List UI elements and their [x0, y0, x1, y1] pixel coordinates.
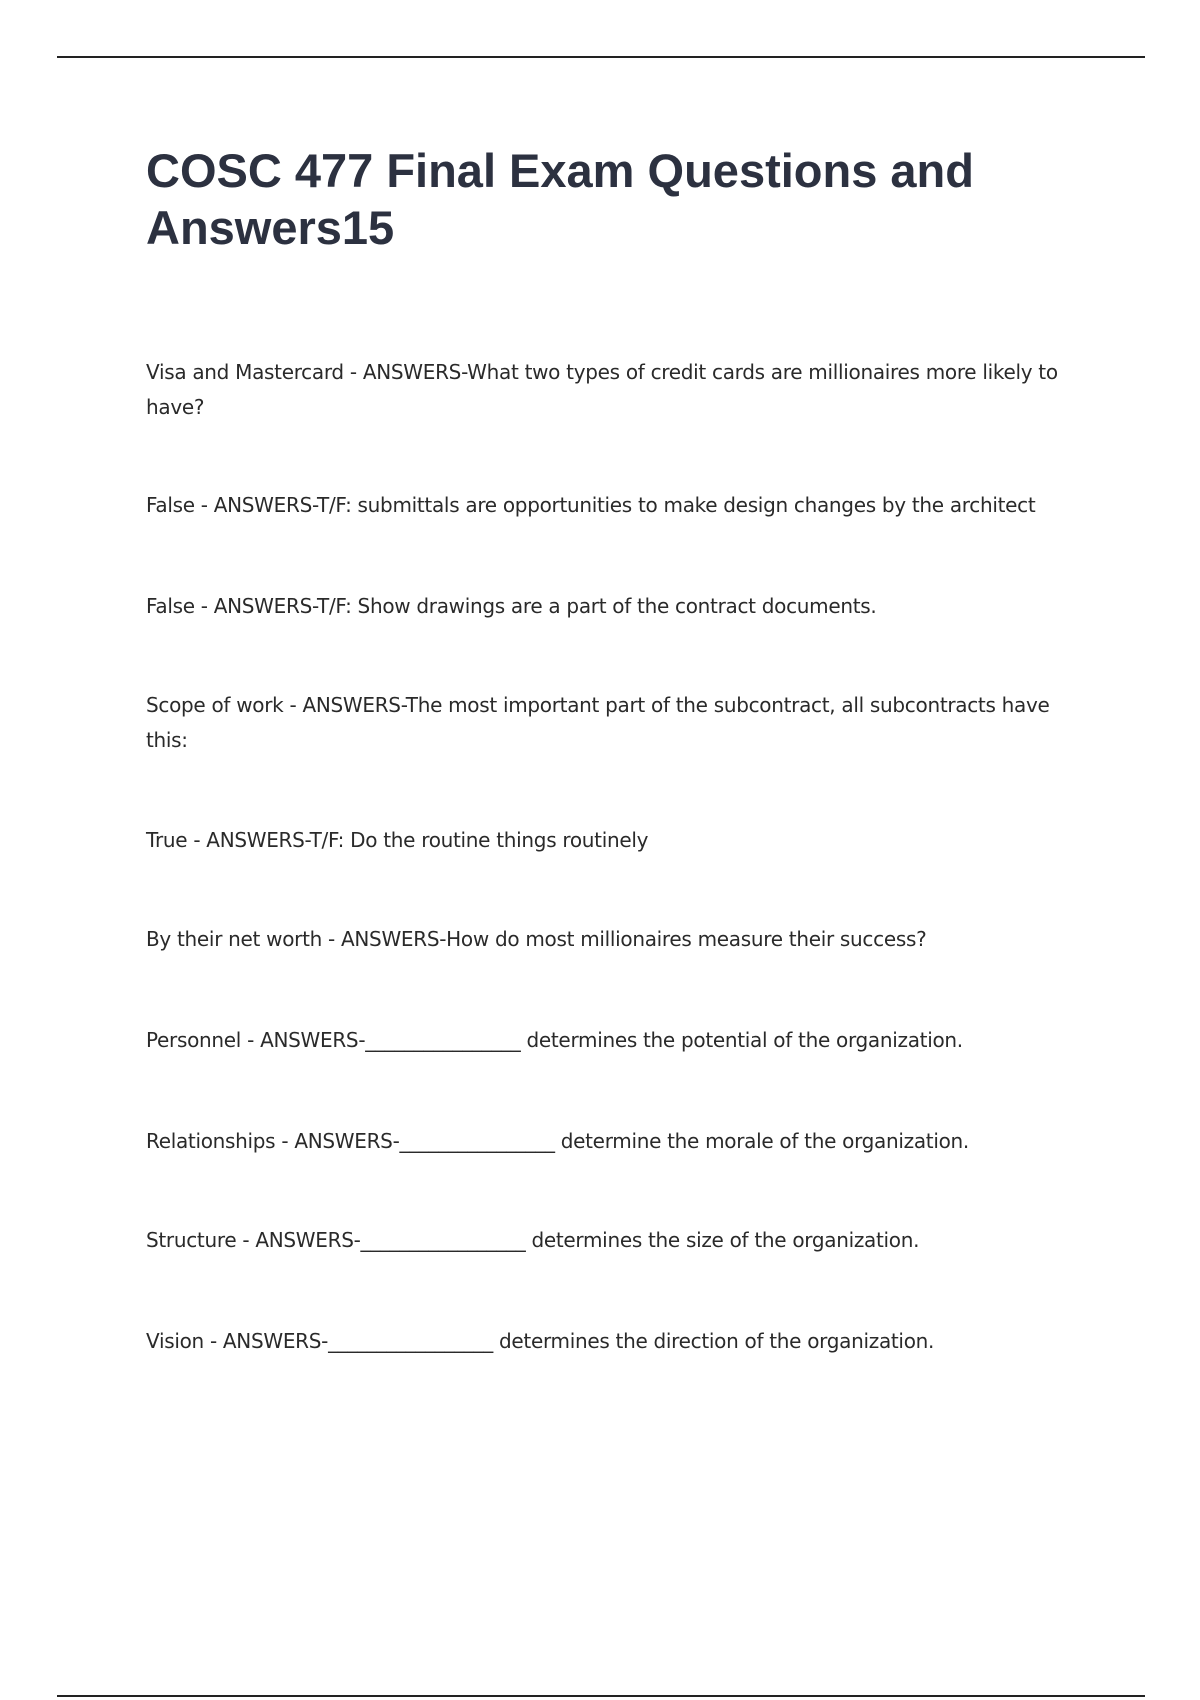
qa-item-3: False - ANSWERS-T/F: Show drawings are a part of the contract documents. [146, 594, 877, 618]
bottom-rule [57, 1695, 1145, 1697]
qa-item-10: Vision - ANSWERS-_________________ determines the direction of the organization. [146, 1329, 935, 1353]
qa-item-2: False - ANSWERS-T/F: submittals are opportunities to make design changes by the architect [146, 493, 1036, 517]
qa-item-8: Relationships - ANSWERS-________________ determine the morale of the organization. [146, 1129, 969, 1153]
qa-item-6: By their net worth - ANSWERS-How do most millionaires measure their success? [146, 927, 927, 951]
top-rule [57, 56, 1145, 58]
qa-item-4: Scope of work - ANSWERS-The most important part of the subcontract, all subcontracts have this: [146, 693, 1050, 752]
qa-item-9: Structure - ANSWERS-_________________ determines the size of the organization. [146, 1228, 920, 1252]
page-title: COSC 477 Final Exam Questions and Answers15 [146, 144, 974, 254]
qa-item-7: Personnel - ANSWERS-________________ determines the potential of the organization. [146, 1028, 963, 1052]
qa-item-5: True - ANSWERS-T/F: Do the routine things routinely [146, 828, 649, 852]
qa-item-1: Visa and Mastercard - ANSWERS-What two types of credit cards are millionaires more likely to have? [146, 360, 1058, 419]
